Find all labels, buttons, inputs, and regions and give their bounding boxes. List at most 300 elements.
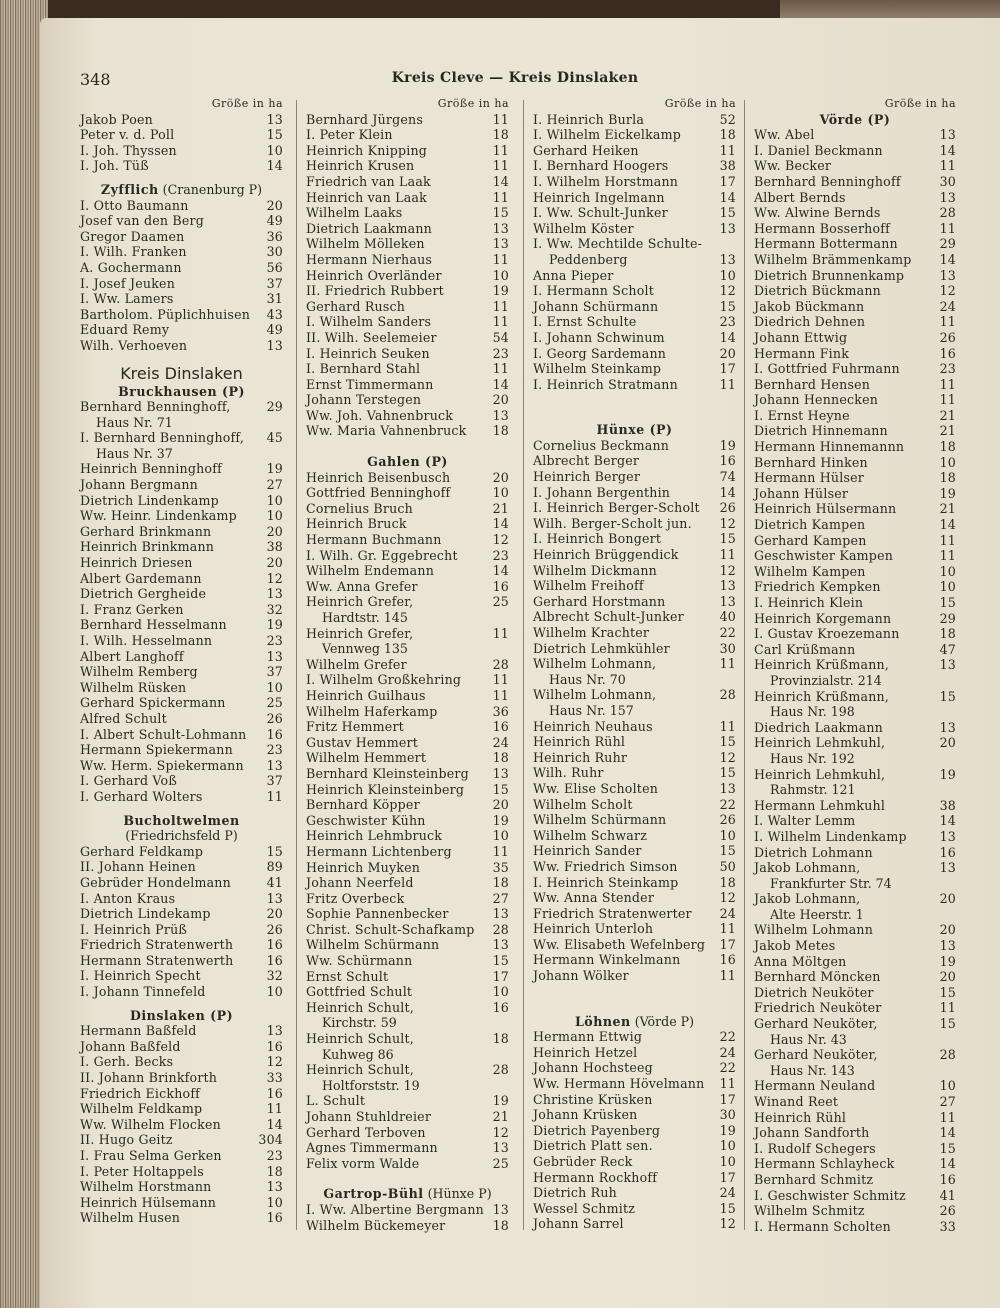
list-item bbox=[754, 486, 956, 502]
owner-name: Gerhard Neuköter, bbox=[754, 1016, 878, 1032]
owner-name: Hermann Rockhoff bbox=[533, 1169, 658, 1185]
owner-name: Heinrich Sander bbox=[533, 843, 642, 859]
owner-name: Gottfried Schult bbox=[306, 984, 413, 1000]
area-ha: 10 bbox=[266, 508, 283, 524]
area-ha: 12 bbox=[719, 515, 736, 531]
area-ha: 28 bbox=[719, 687, 736, 703]
list-item bbox=[754, 1188, 956, 1204]
owner-name: I. Frau Selma Gerken bbox=[80, 1148, 222, 1163]
area-ha: 17 bbox=[719, 936, 736, 952]
owner-name: I. Bernhard Stahl bbox=[306, 361, 421, 377]
owner-name: Heinrich Hülsemann bbox=[80, 1194, 217, 1210]
area-ha: 33 bbox=[266, 1070, 283, 1086]
owner-name: Anna Pieper bbox=[533, 267, 614, 283]
owner-name: I. Johann Tinnefeld bbox=[80, 984, 206, 1000]
owner-name: Ww. Anna Stender bbox=[533, 890, 655, 906]
owner-name: Ww. Wilhelm Flocken bbox=[80, 1116, 221, 1132]
list-item bbox=[754, 517, 956, 533]
area-ha: 26 bbox=[939, 1203, 956, 1219]
owner-address: Haus Nr. 71 bbox=[96, 414, 173, 430]
list-item bbox=[80, 1101, 283, 1117]
owner-name: Heinrich Rühl bbox=[533, 734, 626, 750]
list-item bbox=[80, 555, 283, 571]
owner-name: Anna Möltgen bbox=[754, 953, 847, 969]
owner-name: Diedrich Laakmann bbox=[754, 719, 883, 735]
list-item bbox=[306, 688, 509, 704]
area-ha: 40 bbox=[719, 609, 736, 625]
area-ha: 10 bbox=[939, 563, 956, 579]
area-ha: 11 bbox=[719, 547, 736, 563]
list-item bbox=[754, 361, 956, 377]
owner-name: Dietrich Kampen bbox=[754, 517, 866, 533]
area-ha: 16 bbox=[939, 1171, 956, 1187]
area-ha: 37 bbox=[266, 664, 283, 680]
area-ha: 18 bbox=[719, 874, 736, 890]
area-ha: 19 bbox=[492, 283, 509, 299]
list-item bbox=[533, 112, 736, 128]
list-item bbox=[533, 687, 736, 703]
place-heading bbox=[754, 112, 956, 128]
area-ha: 13 bbox=[719, 251, 736, 267]
list-item bbox=[533, 1045, 736, 1061]
owner-name: Heinrich Ingelmann bbox=[533, 189, 665, 205]
area-ha: 13 bbox=[939, 127, 956, 143]
owner-name: Bernhard Schmitz bbox=[754, 1171, 874, 1187]
owner-name: Heinrich Driesen bbox=[80, 555, 193, 571]
owner-name: Jakob Poen bbox=[80, 111, 153, 127]
area-ha: 20 bbox=[492, 469, 509, 485]
owner-name: II. Friedrich Rubbert bbox=[306, 283, 444, 299]
owner-name: Dietrich Neuköter bbox=[754, 984, 874, 1000]
area-ha: 21 bbox=[939, 407, 956, 423]
list-item bbox=[754, 1141, 956, 1157]
list-item bbox=[533, 875, 736, 891]
area-ha: 18 bbox=[492, 875, 509, 891]
owner-name: I. Hermann Scholten bbox=[754, 1218, 891, 1234]
owner-name: Johann Terstegen bbox=[306, 392, 422, 408]
place-name: Vörde (P) bbox=[819, 111, 891, 127]
list-item bbox=[754, 1203, 956, 1219]
list-item bbox=[754, 1125, 956, 1141]
list-item bbox=[754, 969, 956, 985]
area-ha: 13 bbox=[719, 593, 736, 609]
list-item bbox=[306, 377, 509, 393]
list-item bbox=[80, 571, 283, 587]
owner-name: Wilhelm Hemmert bbox=[306, 750, 427, 766]
area-ha: 17 bbox=[719, 361, 736, 377]
area-ha: 26 bbox=[719, 500, 736, 516]
list-item bbox=[533, 1170, 736, 1186]
list-item bbox=[306, 346, 509, 362]
owner-name: Wessel Schmitz bbox=[533, 1200, 636, 1216]
list-item bbox=[754, 221, 956, 237]
list-item bbox=[306, 330, 509, 346]
area-ha: 18 bbox=[492, 127, 509, 143]
area-ha: 10 bbox=[492, 984, 509, 1000]
owner-name: Cornelius Beckmann bbox=[533, 437, 670, 453]
owner-name: Friedrich Stratenwerter bbox=[533, 905, 692, 921]
list-item bbox=[306, 221, 509, 237]
area-ha: 14 bbox=[719, 329, 736, 345]
area-ha: 13 bbox=[492, 236, 509, 252]
list-item bbox=[80, 937, 283, 953]
list-item bbox=[306, 875, 509, 891]
owner-name: I. Heinrich Bongert bbox=[533, 531, 662, 547]
owner-name: Carl Krüßmann bbox=[754, 641, 856, 657]
area-ha: 11 bbox=[939, 376, 956, 392]
owner-name: Gerhard Kampen bbox=[754, 532, 867, 548]
owner-name: Gerhard Terboven bbox=[306, 1124, 426, 1140]
list-item bbox=[533, 143, 736, 159]
owner-name: Wilhelm Lohmann bbox=[754, 922, 874, 938]
owner-name: Johann Stuhldreier bbox=[306, 1109, 432, 1124]
owner-name: Heinrich Lehmbruck bbox=[306, 828, 443, 844]
owner-name: Friedrich van Laak bbox=[306, 173, 431, 189]
area-ha: 10 bbox=[939, 579, 956, 595]
list-item bbox=[754, 408, 956, 424]
owner-name: Albrecht Schult-Junker bbox=[533, 609, 684, 625]
list-item bbox=[533, 921, 736, 937]
area-ha: 26 bbox=[266, 921, 283, 937]
owner-name: Diedrich Dehnen bbox=[754, 314, 866, 330]
list-item bbox=[754, 174, 956, 190]
list-item bbox=[306, 532, 509, 548]
area-ha: 16 bbox=[492, 719, 509, 735]
area-ha: 11 bbox=[492, 672, 509, 688]
area-ha: 26 bbox=[719, 812, 736, 828]
owner-name: I. Peter Holtappels bbox=[80, 1163, 204, 1179]
list-item bbox=[306, 579, 509, 595]
list-item bbox=[754, 845, 956, 861]
owner-address: Rahmstr. 121 bbox=[770, 782, 856, 798]
list-item bbox=[754, 938, 956, 954]
list-item bbox=[754, 642, 956, 658]
list-item bbox=[80, 1164, 283, 1180]
owner-name: I. Daniel Beckmann bbox=[754, 142, 883, 158]
owner-name: I. Bernhard Hoogers bbox=[533, 158, 669, 174]
list-item bbox=[306, 1125, 509, 1141]
owner-name: Bernhard Möncken bbox=[754, 969, 881, 985]
owner-name: Dietrich Lindenkamp bbox=[80, 492, 219, 508]
owner-name: Friedrich Stratenwerth bbox=[80, 937, 234, 953]
place-heading bbox=[306, 454, 509, 470]
area-ha: 12 bbox=[492, 532, 509, 548]
owner-name: I. Heinrich Specht bbox=[80, 968, 201, 984]
owner-name: Wilhelm Rüsken bbox=[80, 679, 187, 695]
list-item bbox=[533, 314, 736, 330]
owner-name: I. Gerhard Voß bbox=[80, 773, 177, 789]
list-item bbox=[533, 174, 736, 190]
owner-name: Heinrich Brüggendick bbox=[533, 547, 679, 563]
list-item bbox=[306, 268, 509, 284]
area-ha: 19 bbox=[266, 461, 283, 477]
area-ha: 16 bbox=[266, 1085, 283, 1101]
owner-name: Johann Wölker bbox=[533, 968, 629, 984]
area-ha: 15 bbox=[939, 984, 956, 1000]
owner-name: Johann Sarrel bbox=[533, 1216, 624, 1232]
owner-name: Ww. Schürmann bbox=[306, 953, 413, 969]
owner-address: Vennweg 135 bbox=[322, 641, 408, 657]
area-ha: 23 bbox=[266, 742, 283, 758]
list-item bbox=[80, 680, 283, 696]
list-item bbox=[306, 594, 509, 610]
area-ha: 20 bbox=[939, 969, 956, 985]
area-ha: 14 bbox=[719, 484, 736, 500]
owner-name: Gebrüder Hondelmann bbox=[80, 874, 231, 890]
area-ha: 25 bbox=[266, 695, 283, 711]
owner-name: Heinrich Overländer bbox=[306, 267, 442, 283]
owner-name: Wilhelm Feldkamp bbox=[80, 1101, 203, 1117]
list-item bbox=[533, 1216, 736, 1232]
list-item bbox=[80, 953, 283, 969]
list-item bbox=[80, 461, 283, 477]
list-item bbox=[80, 291, 283, 307]
list-item bbox=[80, 276, 283, 292]
area-ha: 11 bbox=[719, 142, 736, 158]
owner-name: Wilhelm Schmitz bbox=[754, 1203, 865, 1219]
list-item bbox=[533, 516, 736, 532]
owner-name: Ww. Hermann Hövelmann bbox=[533, 1076, 705, 1092]
area-ha: 10 bbox=[719, 267, 736, 283]
list-item bbox=[533, 828, 736, 844]
area-ha: 49 bbox=[266, 213, 283, 229]
list-item bbox=[533, 438, 736, 454]
owner-name: Dietrich Payenberg bbox=[533, 1122, 661, 1138]
owner-name: II. Wilh. Seelemeier bbox=[306, 329, 437, 345]
list-item bbox=[306, 1156, 509, 1172]
list-item bbox=[754, 611, 956, 627]
list-item bbox=[754, 470, 956, 486]
area-ha: 13 bbox=[939, 189, 956, 205]
owner-name: Ww. Elise Scholten bbox=[533, 780, 659, 796]
owner-name: Ww. Becker bbox=[754, 158, 832, 174]
area-ha: 10 bbox=[719, 827, 736, 843]
area-ha: 52 bbox=[719, 111, 736, 127]
owner-name: Hermann Lichtenberg bbox=[306, 843, 452, 859]
area-ha: 10 bbox=[266, 142, 283, 158]
list-item bbox=[754, 1172, 956, 1188]
column-divider bbox=[523, 100, 524, 1230]
area-ha: 28 bbox=[492, 656, 509, 672]
list-item bbox=[306, 501, 509, 517]
list-item bbox=[306, 1093, 509, 1109]
owner-name: Gottfried Benninghoff bbox=[306, 485, 451, 501]
district-heading: Kreis Dinslaken bbox=[120, 363, 243, 383]
area-ha: 11 bbox=[266, 1101, 283, 1117]
owner-name: Wilhelm Krachter bbox=[533, 625, 650, 640]
list-item bbox=[754, 501, 956, 517]
list-item bbox=[80, 244, 283, 260]
owner-name: Johann Neerfeld bbox=[306, 875, 414, 891]
area-ha: 14 bbox=[939, 1156, 956, 1172]
owner-name: Gerhard Feldkamp bbox=[80, 843, 204, 859]
area-ha: 22 bbox=[719, 625, 736, 640]
list-item bbox=[533, 190, 736, 206]
owner-name: Alfred Schult bbox=[80, 710, 167, 726]
owner-name: Wilhelm Lohmann, bbox=[533, 656, 657, 672]
owner-name: Bernhard Hesselmann bbox=[80, 617, 227, 633]
owner-name: Ww. Joh. Vahnenbruck bbox=[306, 407, 454, 423]
area-ha: 22 bbox=[719, 1060, 736, 1076]
owner-name: I. Ww. Schult-Junker bbox=[533, 205, 668, 221]
owner-name: Fritz Overbeck bbox=[306, 890, 405, 906]
list-item bbox=[533, 531, 736, 547]
list-item bbox=[533, 1076, 736, 1092]
area-ha: 20 bbox=[266, 197, 283, 213]
list-item bbox=[80, 213, 283, 229]
owner-name: Hermann Spiekermann bbox=[80, 742, 233, 758]
list-item bbox=[754, 813, 956, 829]
owner-name: Dietrich Lindekamp bbox=[80, 906, 211, 922]
column-4 bbox=[754, 96, 956, 1234]
list-item bbox=[533, 719, 736, 735]
list-item bbox=[306, 891, 509, 907]
area-ha: 43 bbox=[266, 306, 283, 322]
owner-name: Dietrich Bückmann bbox=[754, 283, 881, 299]
area-ha: 27 bbox=[939, 1094, 956, 1109]
owner-name: I. Heinrich Seuken bbox=[306, 345, 430, 361]
list-item bbox=[754, 626, 956, 642]
list-item bbox=[533, 1123, 736, 1139]
owner-name: Hermann Bosserhoff bbox=[754, 220, 890, 236]
owner-name: Johann Bergmann bbox=[80, 477, 198, 493]
area-ha: 24 bbox=[939, 298, 956, 314]
list-item bbox=[306, 735, 509, 751]
list-item bbox=[533, 1029, 736, 1045]
area-ha: 10 bbox=[492, 485, 509, 501]
owner-name: Wilhelm Husen bbox=[80, 1210, 181, 1226]
owner-name: I. Anton Kraus bbox=[80, 890, 176, 906]
owner-name: Gerhard Neuköter, bbox=[754, 1047, 878, 1063]
owner-name: Heinrich Schult, bbox=[306, 999, 414, 1015]
list-item bbox=[306, 1031, 509, 1047]
list-item bbox=[306, 828, 509, 844]
area-ha: 13 bbox=[266, 111, 283, 127]
place-name: Zyfflich bbox=[100, 181, 159, 197]
list-item bbox=[306, 174, 509, 190]
area-ha: 15 bbox=[939, 1140, 956, 1156]
area-ha: 14 bbox=[492, 376, 509, 392]
owner-name: Wilhelm Haferkamp bbox=[306, 703, 438, 719]
list-item bbox=[754, 1000, 956, 1016]
area-ha: 18 bbox=[492, 750, 509, 766]
area-ha: 15 bbox=[939, 1016, 956, 1032]
owner-name: Bernhard Hensen bbox=[754, 376, 871, 392]
area-ha: 24 bbox=[719, 1044, 736, 1060]
owner-name: Agnes Timmermann bbox=[306, 1140, 438, 1156]
list-item bbox=[80, 789, 283, 805]
area-ha: 10 bbox=[266, 492, 283, 508]
area-ha: 11 bbox=[719, 718, 736, 734]
list-item bbox=[306, 1109, 509, 1125]
owner-name: Heinrich Unterloh bbox=[533, 921, 654, 937]
owner-name: Friedrich Kempken bbox=[754, 579, 881, 595]
list-item bbox=[754, 158, 956, 174]
area-ha: 30 bbox=[266, 244, 283, 260]
owner-address: Haus Nr. 43 bbox=[770, 1031, 847, 1047]
owner-name: Wilhelm Bückemeyer bbox=[306, 1217, 446, 1233]
owner-name: Geschwister Kampen bbox=[754, 548, 894, 564]
area-ha: 14 bbox=[492, 563, 509, 579]
owner-name: Heinrich Grefer, bbox=[306, 594, 414, 610]
area-ha: 13 bbox=[266, 586, 283, 602]
area-ha: 41 bbox=[939, 1187, 956, 1203]
list-item bbox=[533, 361, 736, 377]
list-item bbox=[533, 656, 736, 672]
list-item bbox=[533, 1107, 736, 1123]
owner-name: Ww. Abel bbox=[754, 127, 815, 143]
list-item bbox=[80, 602, 283, 618]
area-ha: 15 bbox=[492, 205, 509, 221]
list-item bbox=[80, 1023, 283, 1039]
owner-name: Wilhelm Laaks bbox=[306, 205, 403, 221]
owner-name: I. Geschwister Schmitz bbox=[754, 1187, 906, 1203]
place-heading bbox=[80, 813, 283, 829]
list-item bbox=[80, 338, 283, 354]
area-ha: 20 bbox=[939, 891, 956, 907]
owner-name: Jakob Bückmann bbox=[754, 298, 865, 314]
owner-name: Hermann Schlayheck bbox=[754, 1156, 895, 1172]
owner-name: I. Joh. Thyssen bbox=[80, 142, 177, 158]
list-item bbox=[306, 953, 509, 969]
list-item bbox=[80, 859, 283, 875]
area-ha: 14 bbox=[939, 251, 956, 267]
owner-address: Provinzialstr. 214 bbox=[770, 672, 882, 688]
owner-name: Wilhelm Freihoff bbox=[533, 578, 644, 594]
list-item bbox=[80, 143, 283, 159]
owner-name: Wilhelm Horstmann bbox=[80, 1179, 212, 1195]
owner-address: Holtforststr. 19 bbox=[322, 1077, 420, 1093]
area-ha: 13 bbox=[492, 1140, 509, 1156]
owner-name: Heinrich Korgemann bbox=[754, 610, 892, 626]
owner-name: Geschwister Kühn bbox=[306, 812, 426, 828]
list-item bbox=[306, 860, 509, 876]
area-ha: 13 bbox=[939, 267, 956, 283]
list-item bbox=[754, 985, 956, 1001]
owner-name: I. Gerhard Wolters bbox=[80, 788, 203, 804]
area-ha: 15 bbox=[939, 595, 956, 610]
owner-name: I. Ww. Lamers bbox=[80, 291, 174, 307]
area-ha: 19 bbox=[266, 617, 283, 633]
owner-address: Haus Nr. 192 bbox=[770, 750, 855, 766]
owner-name: Jakob Metes bbox=[754, 938, 836, 954]
owner-name: Dietrich Ruh bbox=[533, 1185, 617, 1201]
list-item bbox=[754, 829, 956, 845]
place-parish: (Hünxe P) bbox=[427, 1186, 492, 1202]
area-ha: 15 bbox=[719, 1200, 736, 1216]
area-ha: 19 bbox=[939, 766, 956, 782]
area-ha: 16 bbox=[939, 345, 956, 361]
area-ha: 28 bbox=[939, 1047, 956, 1063]
area-ha: 31 bbox=[266, 291, 283, 307]
owner-name: Hermann Hinnemannn bbox=[754, 439, 905, 455]
list-item bbox=[754, 314, 956, 330]
owner-name: Heinrich Rühl bbox=[754, 1109, 847, 1125]
area-ha: 17 bbox=[719, 1091, 736, 1107]
list-item bbox=[80, 922, 283, 938]
list-item bbox=[533, 578, 736, 594]
owner-name: I. Rudolf Schegers bbox=[754, 1140, 876, 1156]
list-item bbox=[80, 875, 283, 891]
list-item bbox=[754, 1156, 956, 1172]
area-ha: 10 bbox=[719, 1138, 736, 1154]
list-item bbox=[754, 689, 956, 705]
area-ha: 89 bbox=[266, 859, 283, 875]
area-ha: 12 bbox=[266, 570, 283, 586]
list-item bbox=[533, 205, 736, 221]
owner-name: Wilhelm Remberg bbox=[80, 664, 198, 680]
area-ha: 27 bbox=[266, 477, 283, 493]
